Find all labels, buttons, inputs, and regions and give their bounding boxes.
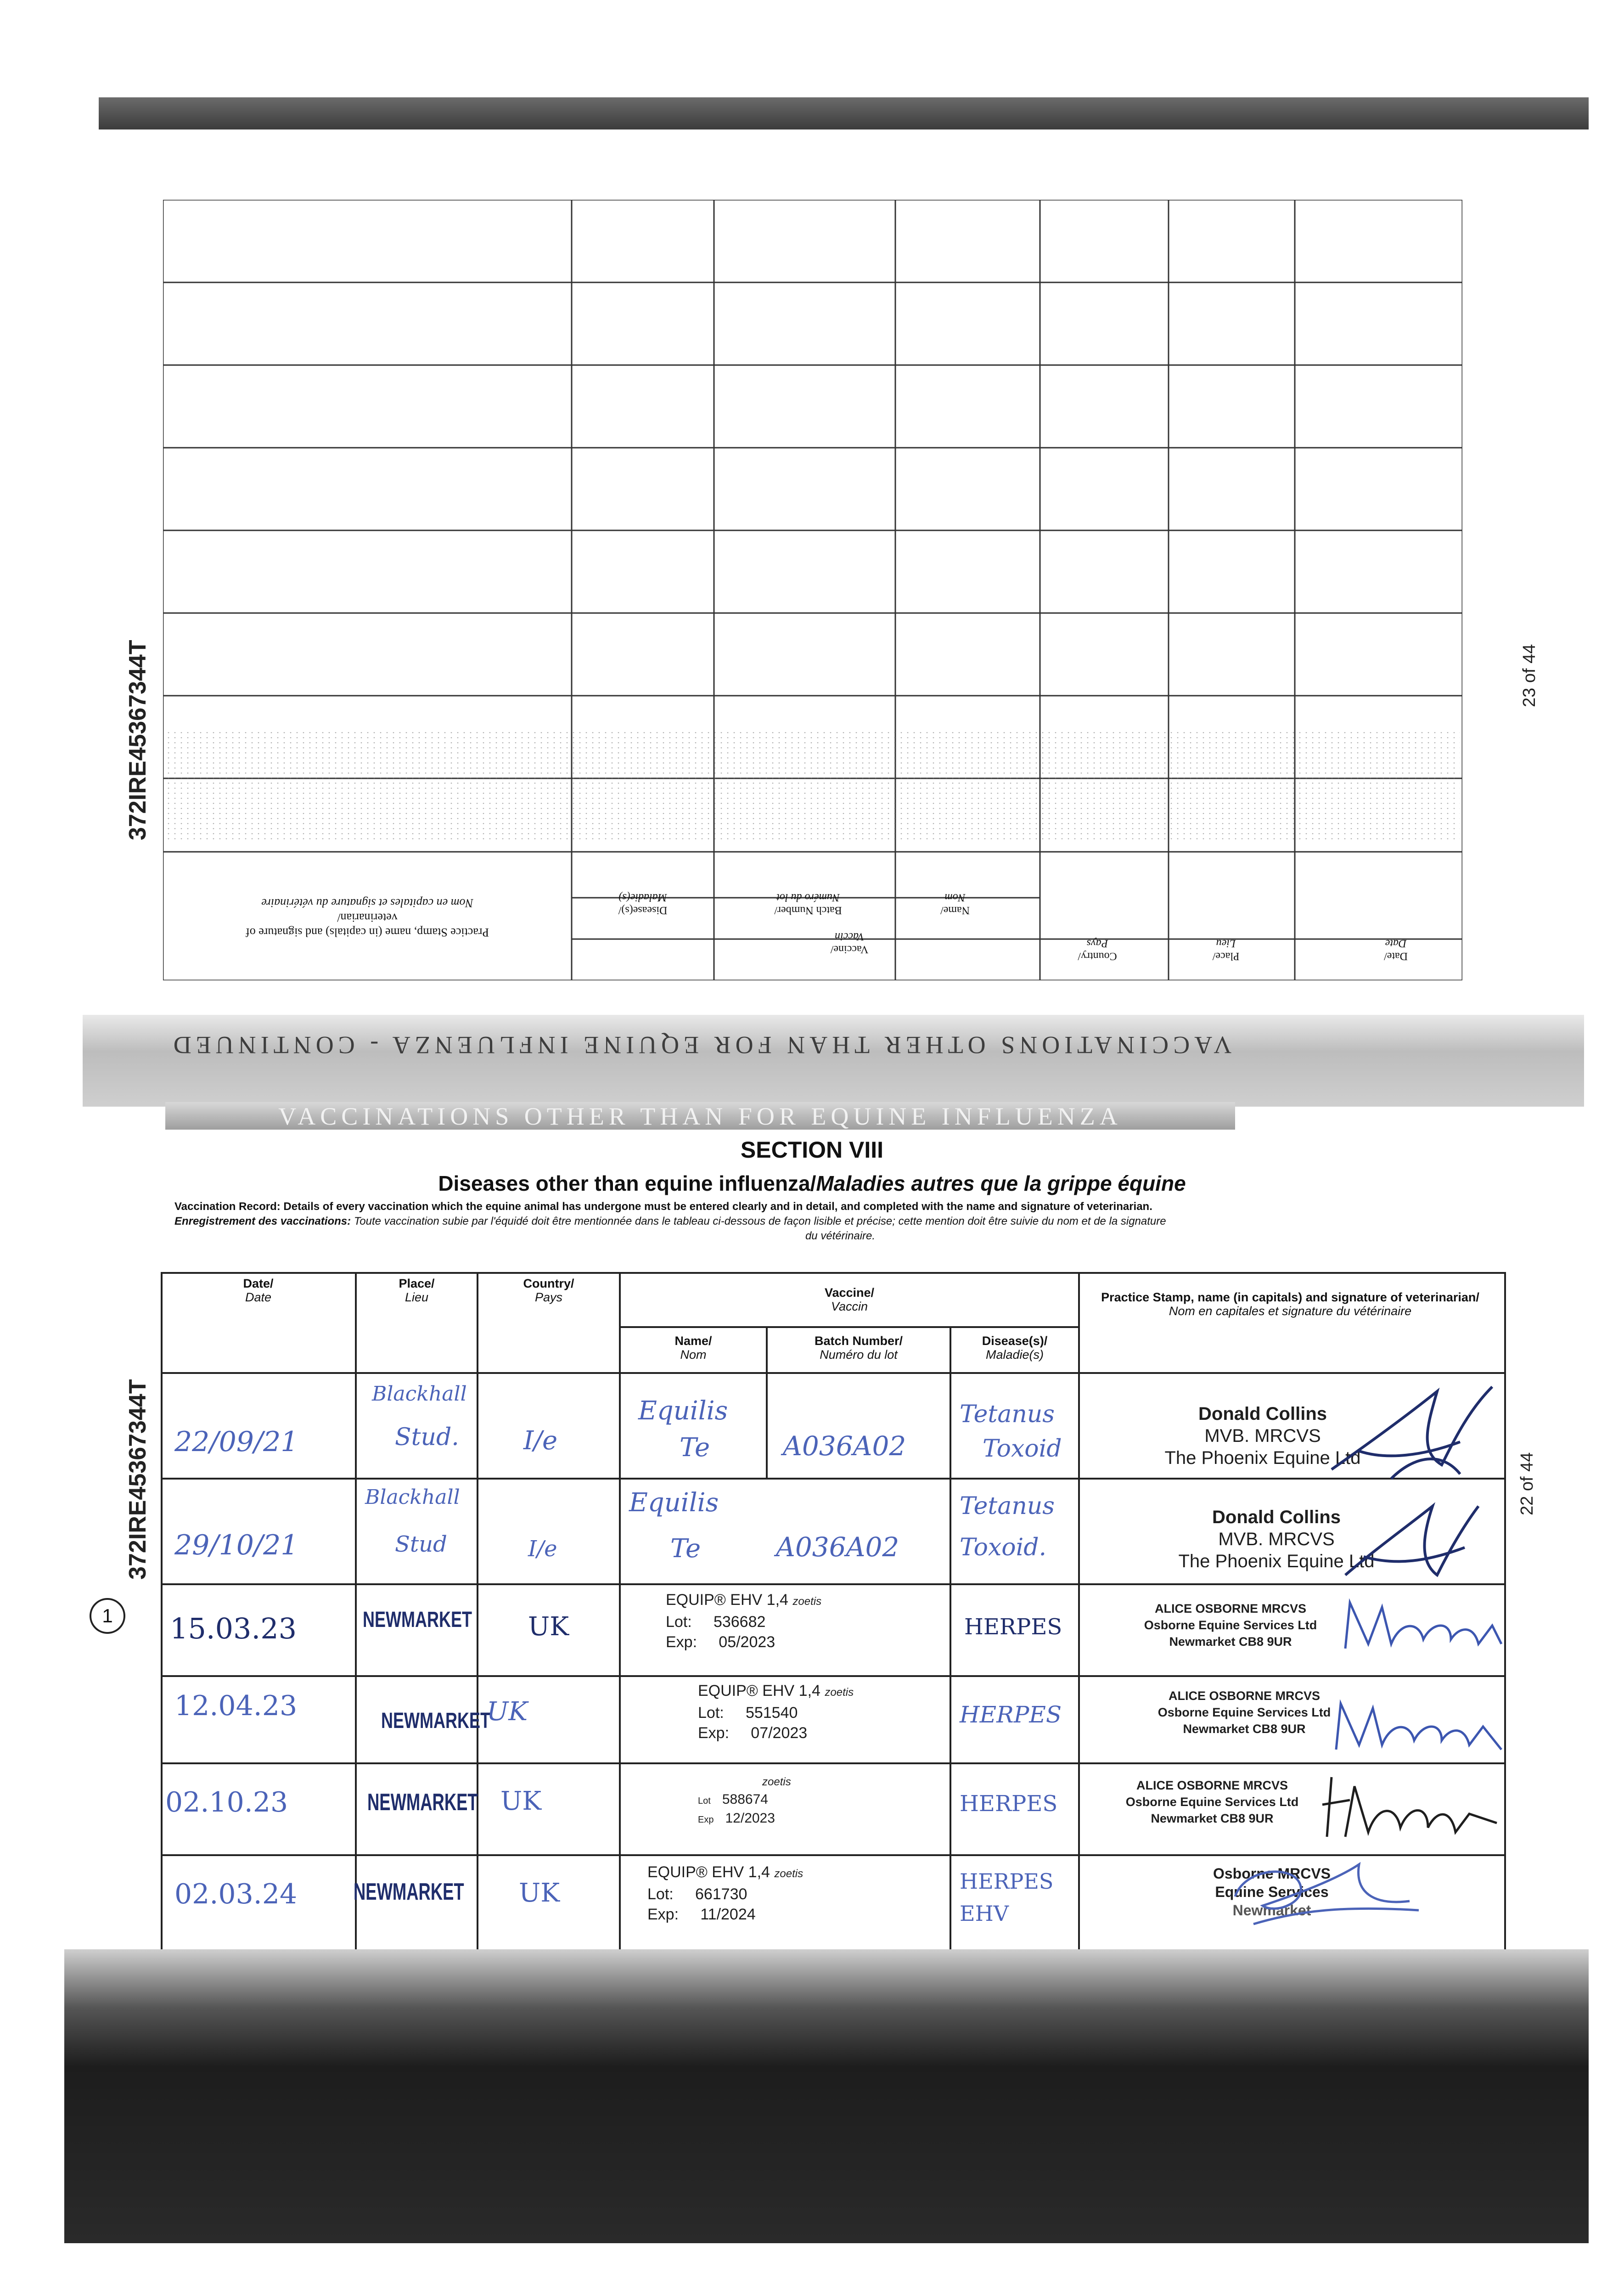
- row5-brand-line: [698, 1773, 791, 1791]
- row3-vet-practice: Osborne Equine Services Ltd: [1144, 1618, 1317, 1632]
- upper-stamp-header: [165, 895, 569, 940]
- row6-lot-line: [647, 1884, 803, 1904]
- row5-vet-address: Newmarket CB8 9UR: [1151, 1812, 1274, 1825]
- row5-vaccine-label: [698, 1773, 791, 1829]
- upper-passport-id: 372IRE45367344T: [124, 640, 151, 840]
- upper-country-label-fr: Pays: [1086, 937, 1108, 949]
- row1-disease-line1: Tetanus: [960, 1401, 1055, 1428]
- section-subtitle-en: Diseases other than equine influenza/: [438, 1171, 816, 1195]
- upper-country-label: Country/: [1078, 950, 1117, 962]
- row3-disease: HERPES: [964, 1614, 1062, 1640]
- intro-en: Details of every vaccination which the equine animal has undergone must be entered clearly and in detail, and completed with the name and signature of veterinarian.: [283, 1200, 1152, 1213]
- row6-disease-line1: HERPES: [960, 1869, 1054, 1894]
- intro-label: Vaccination Record:: [174, 1200, 281, 1213]
- row2-vet-practice: The Phoenix Equine Ltd: [1178, 1551, 1375, 1571]
- lower-passport-id: 372IRE45367344T: [124, 1379, 151, 1580]
- upper-batch-label: Batch Number/: [774, 904, 842, 916]
- row1-vet-practice: The Phoenix Equine Ltd: [1164, 1448, 1361, 1468]
- row6-brand: zoetis: [774, 1868, 804, 1880]
- row5-vet-practice: Osborne Equine Services Ltd: [1125, 1795, 1299, 1809]
- upper-stamp-header-line1: Practice Stamp, name (in capitals) and signature of: [246, 926, 489, 939]
- intro-fr-line: [174, 1214, 1506, 1229]
- row3-brand: zoetis: [792, 1595, 822, 1608]
- row2-signature: [1336, 1497, 1488, 1589]
- row1-place-line1: Blackhall: [372, 1382, 467, 1406]
- row6-vet-name: Osborne MRCVS: [1213, 1865, 1331, 1882]
- row2-place-line2: Stud: [395, 1531, 447, 1557]
- row4-place: NEWMARKET: [381, 1709, 490, 1733]
- row1-place-line2: Stud.: [395, 1424, 459, 1451]
- upper-table-grid: [163, 200, 1462, 980]
- upper-name-label-fr: Nom: [944, 891, 966, 903]
- header-disease: [950, 1334, 1079, 1362]
- upper-place-header: [1180, 937, 1272, 962]
- header-place-fr: Lieu: [405, 1290, 429, 1304]
- row5-exp: 12/2023: [725, 1811, 775, 1826]
- row3-vet-name: ALICE OSBORNE MRCVS: [1154, 1602, 1307, 1615]
- row3-lot-line: [666, 1612, 821, 1632]
- header-date-fr: Date: [245, 1290, 272, 1304]
- row4-disease: HERPES: [960, 1701, 1062, 1728]
- scan-edge-top: [99, 97, 1589, 129]
- circled-mark: 1: [90, 1598, 125, 1634]
- row4-product: EQUIP® EHV 1,4: [698, 1682, 820, 1699]
- header-vaccine-en: Vaccine/: [824, 1286, 875, 1300]
- header-country: [478, 1277, 620, 1304]
- row2-date: 29/10/21: [174, 1529, 298, 1561]
- row2-place-line1: Blackhall: [365, 1486, 460, 1509]
- row5-lot: 588674: [722, 1792, 768, 1807]
- row2-vet-qual: MVB. MRCVS: [1218, 1529, 1335, 1549]
- row3-product-line: [666, 1590, 821, 1612]
- row4-product-line: [698, 1681, 854, 1703]
- row6-vaccine-label: [647, 1862, 803, 1925]
- row1-vaccine-name-line1: Equilis: [638, 1396, 728, 1426]
- row2-disease-line1: Tetanus: [960, 1492, 1055, 1520]
- row3-signature: [1341, 1593, 1506, 1658]
- header-stamp: [1088, 1290, 1492, 1318]
- row4-brand: zoetis: [825, 1686, 854, 1699]
- row2-vet-name: Donald Collins: [1212, 1507, 1341, 1527]
- section-title: SECTION VIII: [740, 1137, 884, 1163]
- row1-date: 22/09/21: [174, 1426, 298, 1458]
- row4-lot-label: Lot:: [698, 1704, 724, 1722]
- row4-signature: [1332, 1690, 1506, 1759]
- row3-exp: 05/2023: [719, 1633, 775, 1651]
- row5-signature: [1318, 1768, 1501, 1846]
- row3-lot: 536682: [713, 1613, 766, 1631]
- row6-place: NEWMARKET: [354, 1879, 464, 1905]
- row6-lot: 661730: [695, 1885, 747, 1903]
- scan-noise: [165, 730, 1460, 840]
- row3-exp-label: Exp:: [666, 1633, 697, 1651]
- row2-batch: A036A02: [776, 1531, 899, 1563]
- intro-fr: Toute vaccination subie par l'équidé doit être mentionnée dans le tableau ci-dessous de façon lisible et précise; cette mention doit être suivie du nom et de la signature: [354, 1215, 1166, 1227]
- header-name-fr: Nom: [680, 1348, 707, 1362]
- page-fold-band: [83, 1015, 1584, 1107]
- row1-vaccine-name-line2: Te: [680, 1433, 710, 1463]
- header-disease-fr: Maladie(s): [985, 1348, 1044, 1362]
- row4-exp-label: Exp:: [698, 1724, 730, 1742]
- upper-page-number: 23 of 44: [1520, 644, 1539, 707]
- row5-vet-stamp: [1084, 1777, 1341, 1827]
- row1-country: I/e: [523, 1426, 558, 1456]
- row4-exp-line: [698, 1723, 854, 1743]
- row4-lot: 551540: [745, 1704, 798, 1722]
- upper-stamp-header-line2: veterinarian/: [337, 911, 398, 924]
- header-place-en: Place/: [399, 1277, 435, 1290]
- row6-exp-label: Exp:: [647, 1906, 679, 1923]
- row6-lot-label: Lot:: [647, 1885, 674, 1903]
- header-name-en: Name/: [674, 1334, 712, 1348]
- row2-disease-line2: Toxoid.: [960, 1534, 1047, 1561]
- row4-date: 12.04.23: [174, 1690, 298, 1722]
- header-stamp-en: Practice Stamp, name (in capitals) and signature of veterinarian/: [1101, 1290, 1479, 1304]
- row3-lot-label: Lot:: [666, 1613, 692, 1631]
- row5-exp-label: Exp: [698, 1815, 714, 1825]
- intro-fr-label: Enregistrement des vaccinations:: [174, 1215, 351, 1227]
- header-disease-en: Disease(s)/: [982, 1334, 1048, 1348]
- row5-lot-label: Lot: [698, 1796, 711, 1806]
- row6-vet-practice: Equine Services: [1215, 1884, 1329, 1900]
- section-subtitle-fr: Maladies autres que la grippe équine: [816, 1171, 1186, 1195]
- upper-batch-label-fr: Numéro du lot: [776, 891, 840, 903]
- row3-vet-stamp: [1102, 1600, 1359, 1650]
- row4-vet-practice: Osborne Equine Services Ltd: [1158, 1705, 1331, 1719]
- row6-signature: [1208, 1855, 1423, 1938]
- upper-vaccine-header: [712, 930, 987, 956]
- row1-signature: [1322, 1382, 1501, 1488]
- row3-country: UK: [528, 1612, 569, 1642]
- header-date-en: Date/: [243, 1277, 274, 1290]
- row3-vet-address: Newmarket CB8 9UR: [1169, 1635, 1292, 1649]
- upper-country-header: [1051, 937, 1143, 962]
- row3-date: 15.03.23: [170, 1612, 297, 1645]
- header-vaccine: [620, 1286, 1079, 1313]
- row2-vaccine-name-line2: Te: [670, 1534, 701, 1564]
- row5-brand: zoetis: [762, 1776, 791, 1788]
- row6-product-line: [647, 1862, 803, 1884]
- upper-place-label-fr: Lieu: [1216, 937, 1236, 949]
- row5-place: NEWMARKET: [367, 1789, 478, 1816]
- upper-banner: VACCINATIONS OTHER THAN FOR EQUINE INFLUENZA - CONTINUED: [169, 1031, 1232, 1059]
- upper-place-label: Place/: [1212, 950, 1240, 962]
- upper-disease-label-fr: Maladie(s): [618, 891, 667, 903]
- row4-vaccine-label: [698, 1681, 854, 1743]
- header-batch-fr: Numéro du lot: [820, 1348, 898, 1362]
- row6-vet-address: Newmarket: [1232, 1902, 1311, 1919]
- upper-vaccine-label-fr: Vaccin: [835, 930, 864, 942]
- row4-lot-line: [698, 1703, 854, 1723]
- upper-disease-header: [574, 891, 712, 917]
- upper-date-header: [1359, 937, 1433, 962]
- row6-date: 02.03.24: [174, 1878, 298, 1910]
- intro-en-line: [174, 1199, 1506, 1214]
- upper-batch-header: [716, 891, 900, 917]
- row2-country: I/e: [528, 1536, 557, 1562]
- row5-lot-line: [698, 1791, 791, 1810]
- row3-exp-line: [666, 1632, 821, 1652]
- upper-vaccine-label: Vaccine/: [830, 943, 869, 955]
- row5-country: UK: [500, 1786, 542, 1816]
- row1-disease-line2: Toxoid: [983, 1435, 1062, 1463]
- section-intro: [174, 1199, 1506, 1244]
- header-country-en: Country/: [523, 1277, 574, 1290]
- header-place: [356, 1277, 478, 1304]
- row6-disease-line2: EHV: [960, 1901, 1009, 1926]
- upper-date-label-fr: Date: [1385, 937, 1407, 949]
- scan-edge-bottom: [64, 1949, 1589, 2243]
- row1-vet-qual: MVB. MRCVS: [1204, 1426, 1321, 1446]
- upper-stamp-header-line3: Nom en capitales et signature du vétérinaire: [261, 896, 473, 910]
- row3-product: EQUIP® EHV 1,4: [666, 1591, 788, 1609]
- intro-fr-line2: du vétérinaire.: [805, 1230, 876, 1242]
- row5-vet-name: ALICE OSBORNE MRCVS: [1136, 1778, 1288, 1792]
- header-country-fr: Pays: [534, 1290, 563, 1304]
- upper-name-label: Name/: [940, 904, 970, 916]
- header-name: [620, 1334, 767, 1362]
- upper-disease-label: Disease(s)/: [618, 904, 668, 916]
- row1-vet-name: Donald Collins: [1198, 1404, 1327, 1424]
- header-stamp-fr: Nom en capitales et signature du vétérinaire: [1169, 1304, 1412, 1318]
- header-vaccine-fr: Vaccin: [831, 1300, 868, 1313]
- row5-disease: HERPES: [960, 1791, 1058, 1817]
- row1-batch: A036A02: [783, 1430, 906, 1462]
- lower-banner: VACCINATIONS OTHER THAN FOR EQUINE INFLUENZA: [278, 1103, 1122, 1130]
- row6-exp-line: [647, 1904, 803, 1925]
- header-batch-en: Batch Number/: [814, 1334, 903, 1348]
- row6-exp: 11/2024: [700, 1906, 756, 1923]
- header-date: [161, 1277, 356, 1304]
- lower-page-number: 22 of 44: [1517, 1452, 1537, 1515]
- header-batch: [767, 1334, 950, 1362]
- row5-exp-line: [698, 1810, 791, 1829]
- row2-vaccine-name-line1: Equilis: [629, 1488, 719, 1518]
- upper-date-label: Date/: [1384, 950, 1408, 962]
- row3-vaccine-label: [666, 1590, 821, 1652]
- upper-name-header: [909, 891, 1001, 917]
- row5-date: 02.10.23: [165, 1786, 288, 1818]
- row4-vet-address: Newmarket CB8 9UR: [1183, 1722, 1306, 1736]
- section-subtitle: [0, 1171, 1624, 1196]
- upper-page-table: [163, 200, 1462, 980]
- row6-country: UK: [519, 1878, 560, 1908]
- row3-place: NEWMARKET: [363, 1608, 472, 1632]
- row4-country: UK: [487, 1697, 528, 1727]
- row4-exp: 07/2023: [751, 1724, 808, 1742]
- row6-product: EQUIP® EHV 1,4: [647, 1863, 770, 1881]
- row4-vet-name: ALICE OSBORNE MRCVS: [1168, 1689, 1321, 1703]
